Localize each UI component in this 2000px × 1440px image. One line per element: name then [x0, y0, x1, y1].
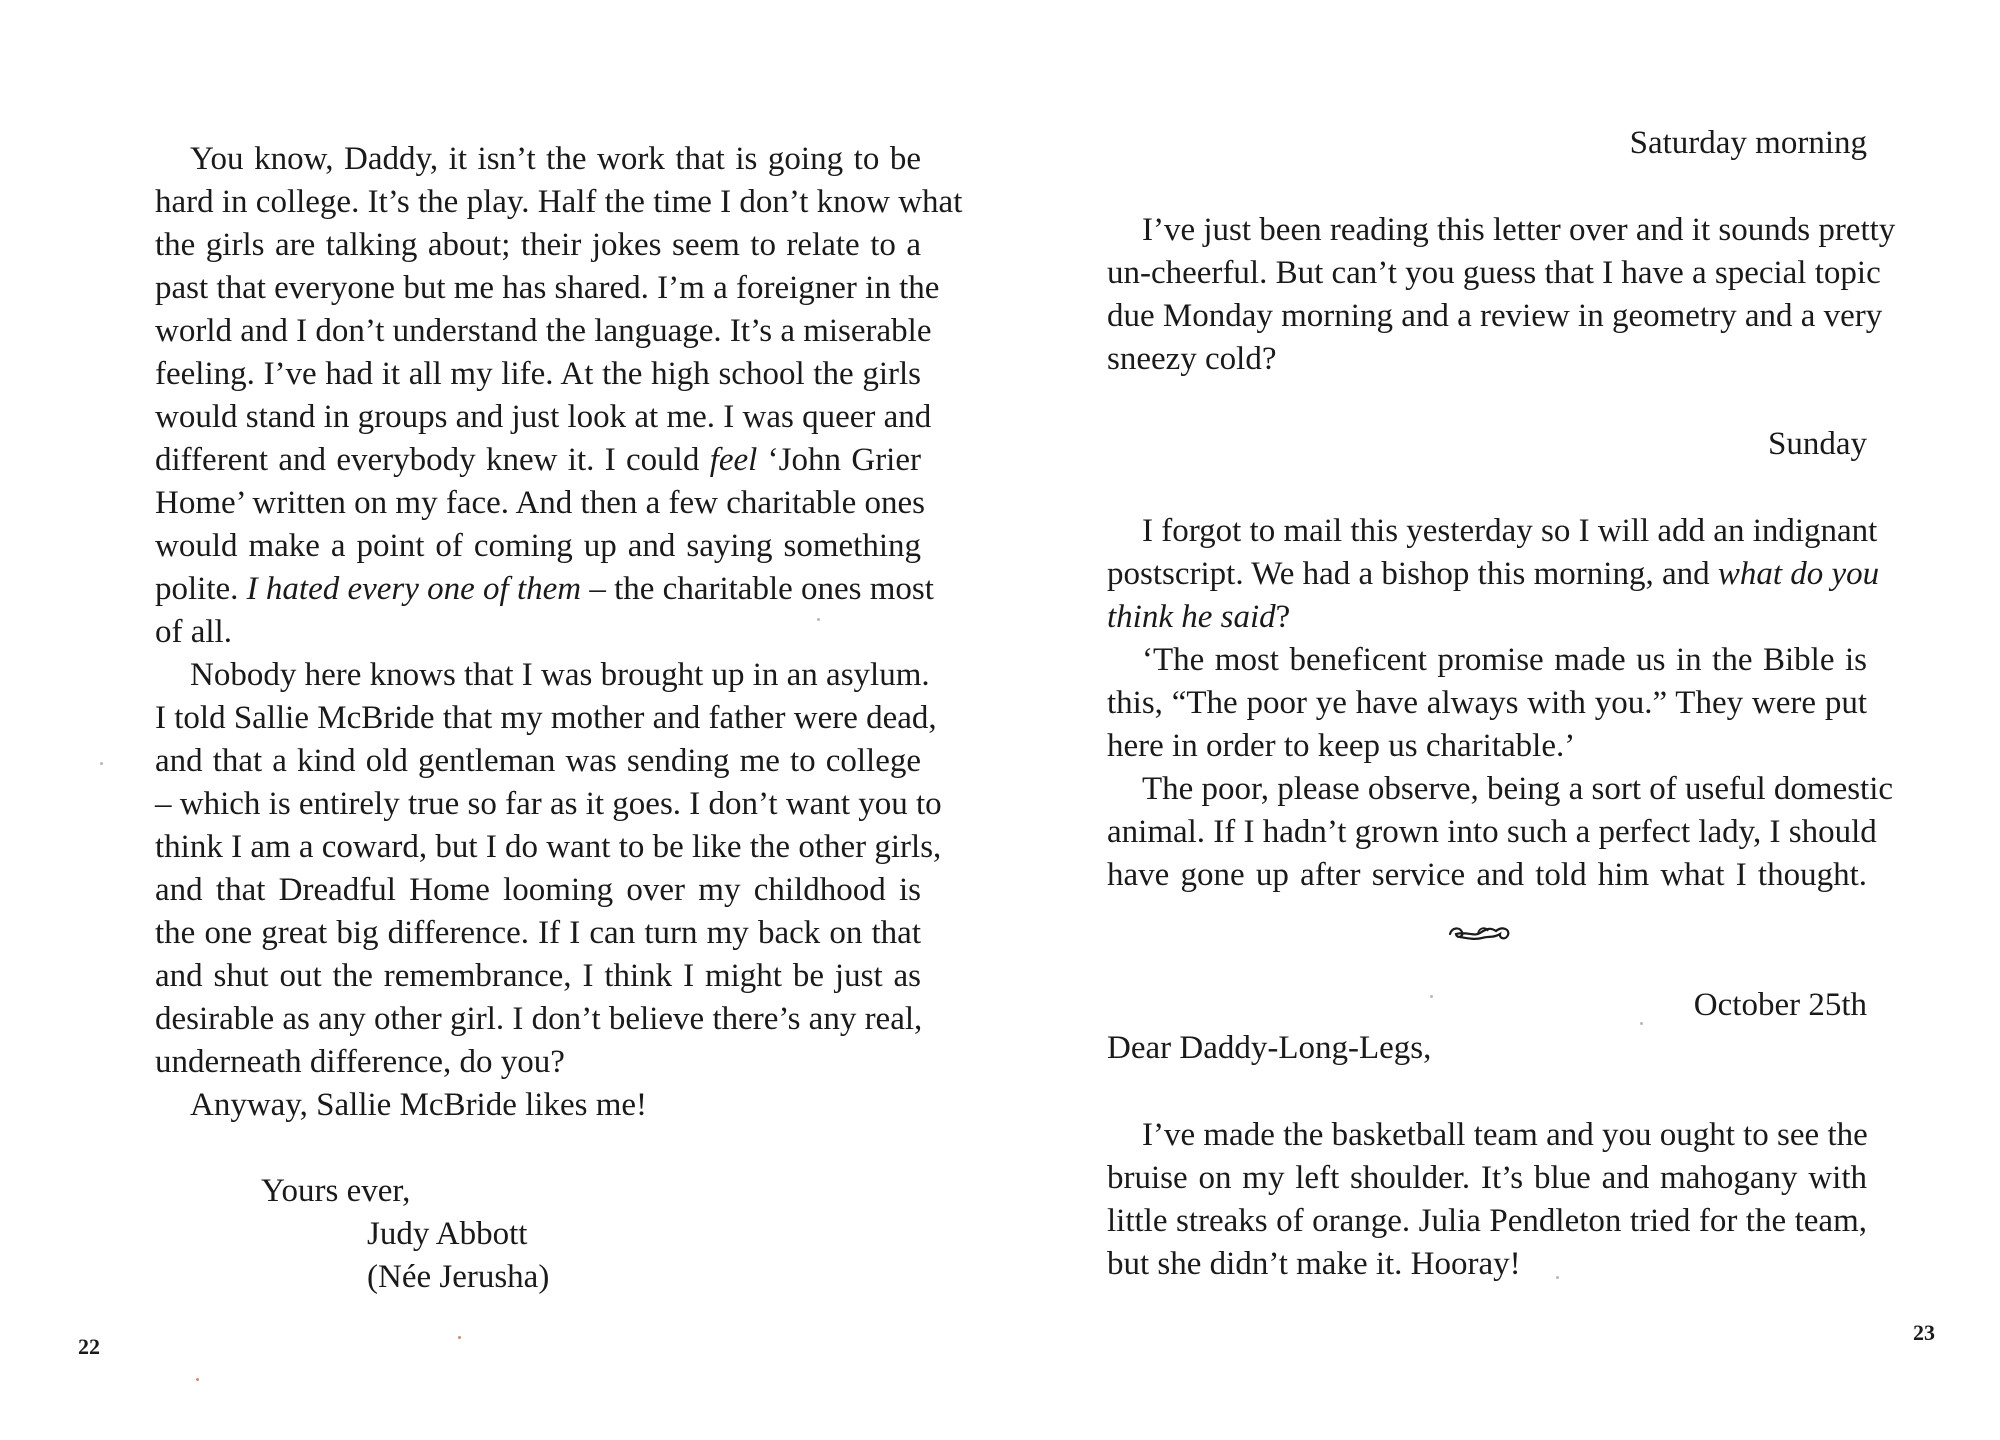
- text-line: Nobody here knows that I was brought up in an asylum.: [190, 657, 930, 693]
- text-line: un-cheerful. But can’t you guess that I have a special topic: [1107, 255, 1881, 291]
- text-line: I’ve just been reading this letter over and it sounds pretty: [1142, 212, 1896, 248]
- text-line: – which is entirely true so far as it goes. I don’t want you to: [155, 786, 942, 822]
- paper-speck: [817, 618, 820, 621]
- signature-note: (Née Jerusha): [367, 1259, 550, 1295]
- text-line: but she didn’t make it. Hooray!: [1107, 1246, 1521, 1282]
- text-line: world and I don’t understand the language. It’s a miserable: [155, 313, 932, 349]
- text-line: The poor, please observe, being a sort of useful domestic: [1142, 771, 1894, 807]
- text-line: bruise on my left shoulder. It’s blue and mahogany with: [1107, 1160, 1867, 1196]
- text-line: due Monday morning and a review in geometry and a very: [1107, 298, 1883, 334]
- text-line: I’ve made the basketball team and you ought to see the: [1142, 1117, 1868, 1153]
- letter-signature: Judy Abbott: [367, 1216, 528, 1252]
- text-line: would make a point of coming up and saying something: [155, 528, 921, 564]
- letter-salutation: Dear Daddy-Long-Legs,: [1107, 1030, 1432, 1066]
- text-line: desirable as any other girl. I don’t believe there’s any real,: [155, 1001, 923, 1037]
- section-heading: Sunday: [1768, 426, 1867, 462]
- paper-speck: [100, 762, 103, 765]
- text-line: Home’ written on my face. And then a few charitable ones: [155, 485, 926, 521]
- paper-speck: [1556, 1276, 1559, 1279]
- text-line: postscript. We had a bishop this morning, and what do you: [1107, 556, 1880, 592]
- text-line: would stand in groups and just look at me. I was queer and: [155, 399, 932, 435]
- text-line: little streaks of orange. Julia Pendleton tried for the team,: [1107, 1203, 1867, 1239]
- letter-closing: Yours ever,: [261, 1173, 411, 1209]
- text-line: and shut out the remembrance, I think I might be just as: [155, 958, 921, 994]
- text-line: I forgot to mail this yesterday so I will add an indignant: [1142, 513, 1878, 549]
- text-line: animal. If I hadn’t grown into such a perfect lady, I should: [1107, 814, 1877, 850]
- text-line: and that Dreadful Home looming over my childhood is: [155, 872, 921, 908]
- text-line: polite. I hated every one of them – the charitable ones most: [155, 571, 934, 607]
- text-line: hard in college. It’s the play. Half the time I don’t know what: [155, 184, 963, 220]
- text-line: have gone up after service and told him what I thought.: [1107, 857, 1867, 893]
- text-line: Anyway, Sallie McBride likes me!: [190, 1087, 648, 1123]
- text-line: think I am a coward, but I do want to be like the other girls,: [155, 829, 942, 865]
- paper-speck: [1430, 995, 1433, 998]
- text-line: past that everyone but me has shared. I’m a foreigner in the: [155, 270, 940, 306]
- paper-speck: [458, 1336, 461, 1339]
- fleuron-icon: [1444, 919, 1514, 945]
- text-line: sneezy cold?: [1107, 341, 1277, 377]
- text-line: You know, Daddy, it isn’t the work that is going to be: [190, 141, 921, 177]
- text-line: think he said?: [1107, 599, 1291, 635]
- text-line: ‘The most beneficent promise made us in the Bible is: [1142, 642, 1867, 678]
- text-line: the girls are talking about; their jokes seem to relate to a: [155, 227, 921, 263]
- text-line: and that a kind old gentleman was sending me to college: [155, 743, 921, 779]
- letter-date: October 25th: [1693, 987, 1867, 1023]
- page-number: 23: [1913, 1320, 1935, 1345]
- text-line: feeling. I’ve had it all my life. At the high school the girls: [155, 356, 921, 392]
- text-line: the one great big difference. If I can turn my back on that: [155, 915, 921, 951]
- text-line: different and everybody knew it. I could feel ‘John Grier: [155, 442, 921, 478]
- paper-speck: [196, 1378, 199, 1381]
- text-line: I told Sallie McBride that my mother and father were dead,: [155, 700, 937, 736]
- text-line: here in order to keep us charitable.’: [1107, 728, 1576, 764]
- text-line: underneath difference, do you?: [155, 1044, 565, 1080]
- right-page: [1000, 0, 2000, 1440]
- paper-speck: [1640, 1022, 1643, 1025]
- text-line: this, “The poor ye have always with you.” They were put: [1107, 685, 1867, 721]
- page-number: 22: [78, 1334, 100, 1359]
- section-heading: Saturday morning: [1629, 125, 1867, 161]
- text-line: of all.: [155, 614, 232, 650]
